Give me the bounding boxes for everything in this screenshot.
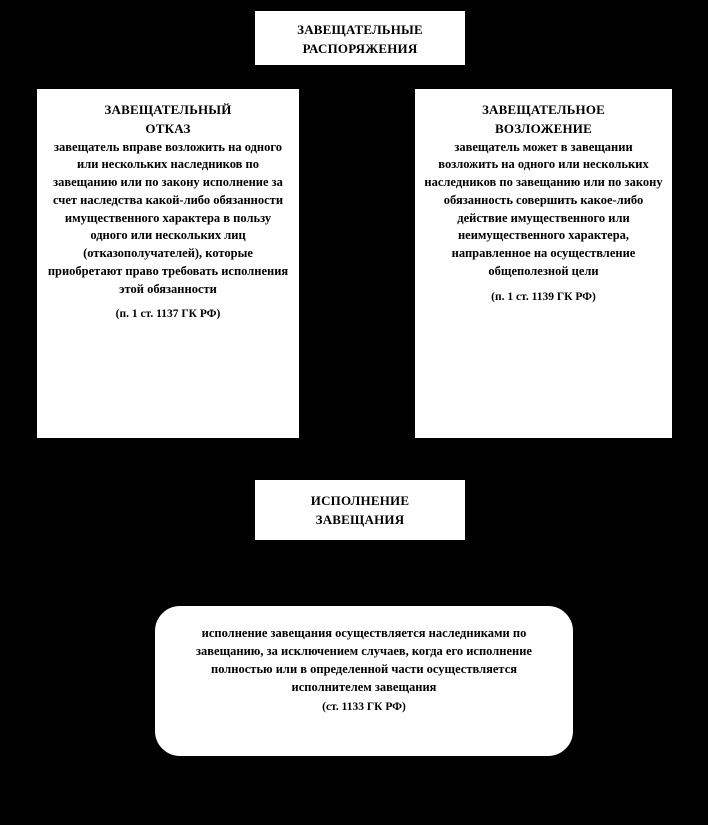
node-testamentary-refusal [36,88,300,439]
node-testamentary-refusal-reference: (п. 1 ст. 1137 ГК РФ) [115,308,221,321]
node-testamentary-dispositions-title-line1: ЗАВЕЩАТЕЛЬНЫЕ [297,22,423,37]
node-testamentary-dispositions [254,10,466,66]
node-will-execution-details-body: исполнение завещания осуществляется наследниками по завещанию, за исключением случаев, когда его исполнение полностью или в определенной части осуществляется исполнителем завещания [196,626,532,695]
spacer [423,281,664,289]
node-will-execution-title-line2: ЗАВЕЩАНИЯ [315,511,405,527]
node-testamentary-dispositions-title-line2: РАСПОРЯЖЕНИЯ [302,40,418,56]
node-testamentary-refusal-title-line1: ЗАВЕЩАТЕЛЬНЫЙ [104,102,232,117]
node-testamentary-assignment-title-line1: ЗАВЕЩАТЕЛЬНОЕ [481,102,606,117]
node-will-execution-title-line1: ИСПОЛНЕНИЕ [310,493,410,508]
node-testamentary-assignment-title-line2: ВОЗЛОЖЕНИЕ [495,120,592,136]
node-testamentary-assignment-body: завещатель может в завещании возложить на одного или нескольких наследников по завещанию или по закону обязанность совершить какое-либо действие имущественного или неимущественного характера, направленное на осуществление общеполезной цели [424,139,663,278]
node-testamentary-refusal-title-line2: ОТКАЗ [145,120,191,136]
node-will-execution [254,479,466,541]
node-will-execution-details-reference: (ст. 1133 ГК РФ) [322,700,406,713]
spacer [45,298,291,306]
node-testamentary-assignment-reference: (п. 1 ст. 1139 ГК РФ) [491,290,596,303]
node-will-execution-details [154,605,574,757]
node-testamentary-assignment [414,88,673,439]
node-testamentary-refusal-body: завещатель вправе возложить на одного или нескольких наследников по завещанию или по закону исполнение за счет наследства какой-либо обязанности имущественного характера в пользу одного или нескольких лиц (отказополучателей), которые приобретают право требовать исполнения этой обязанности [47,139,289,296]
